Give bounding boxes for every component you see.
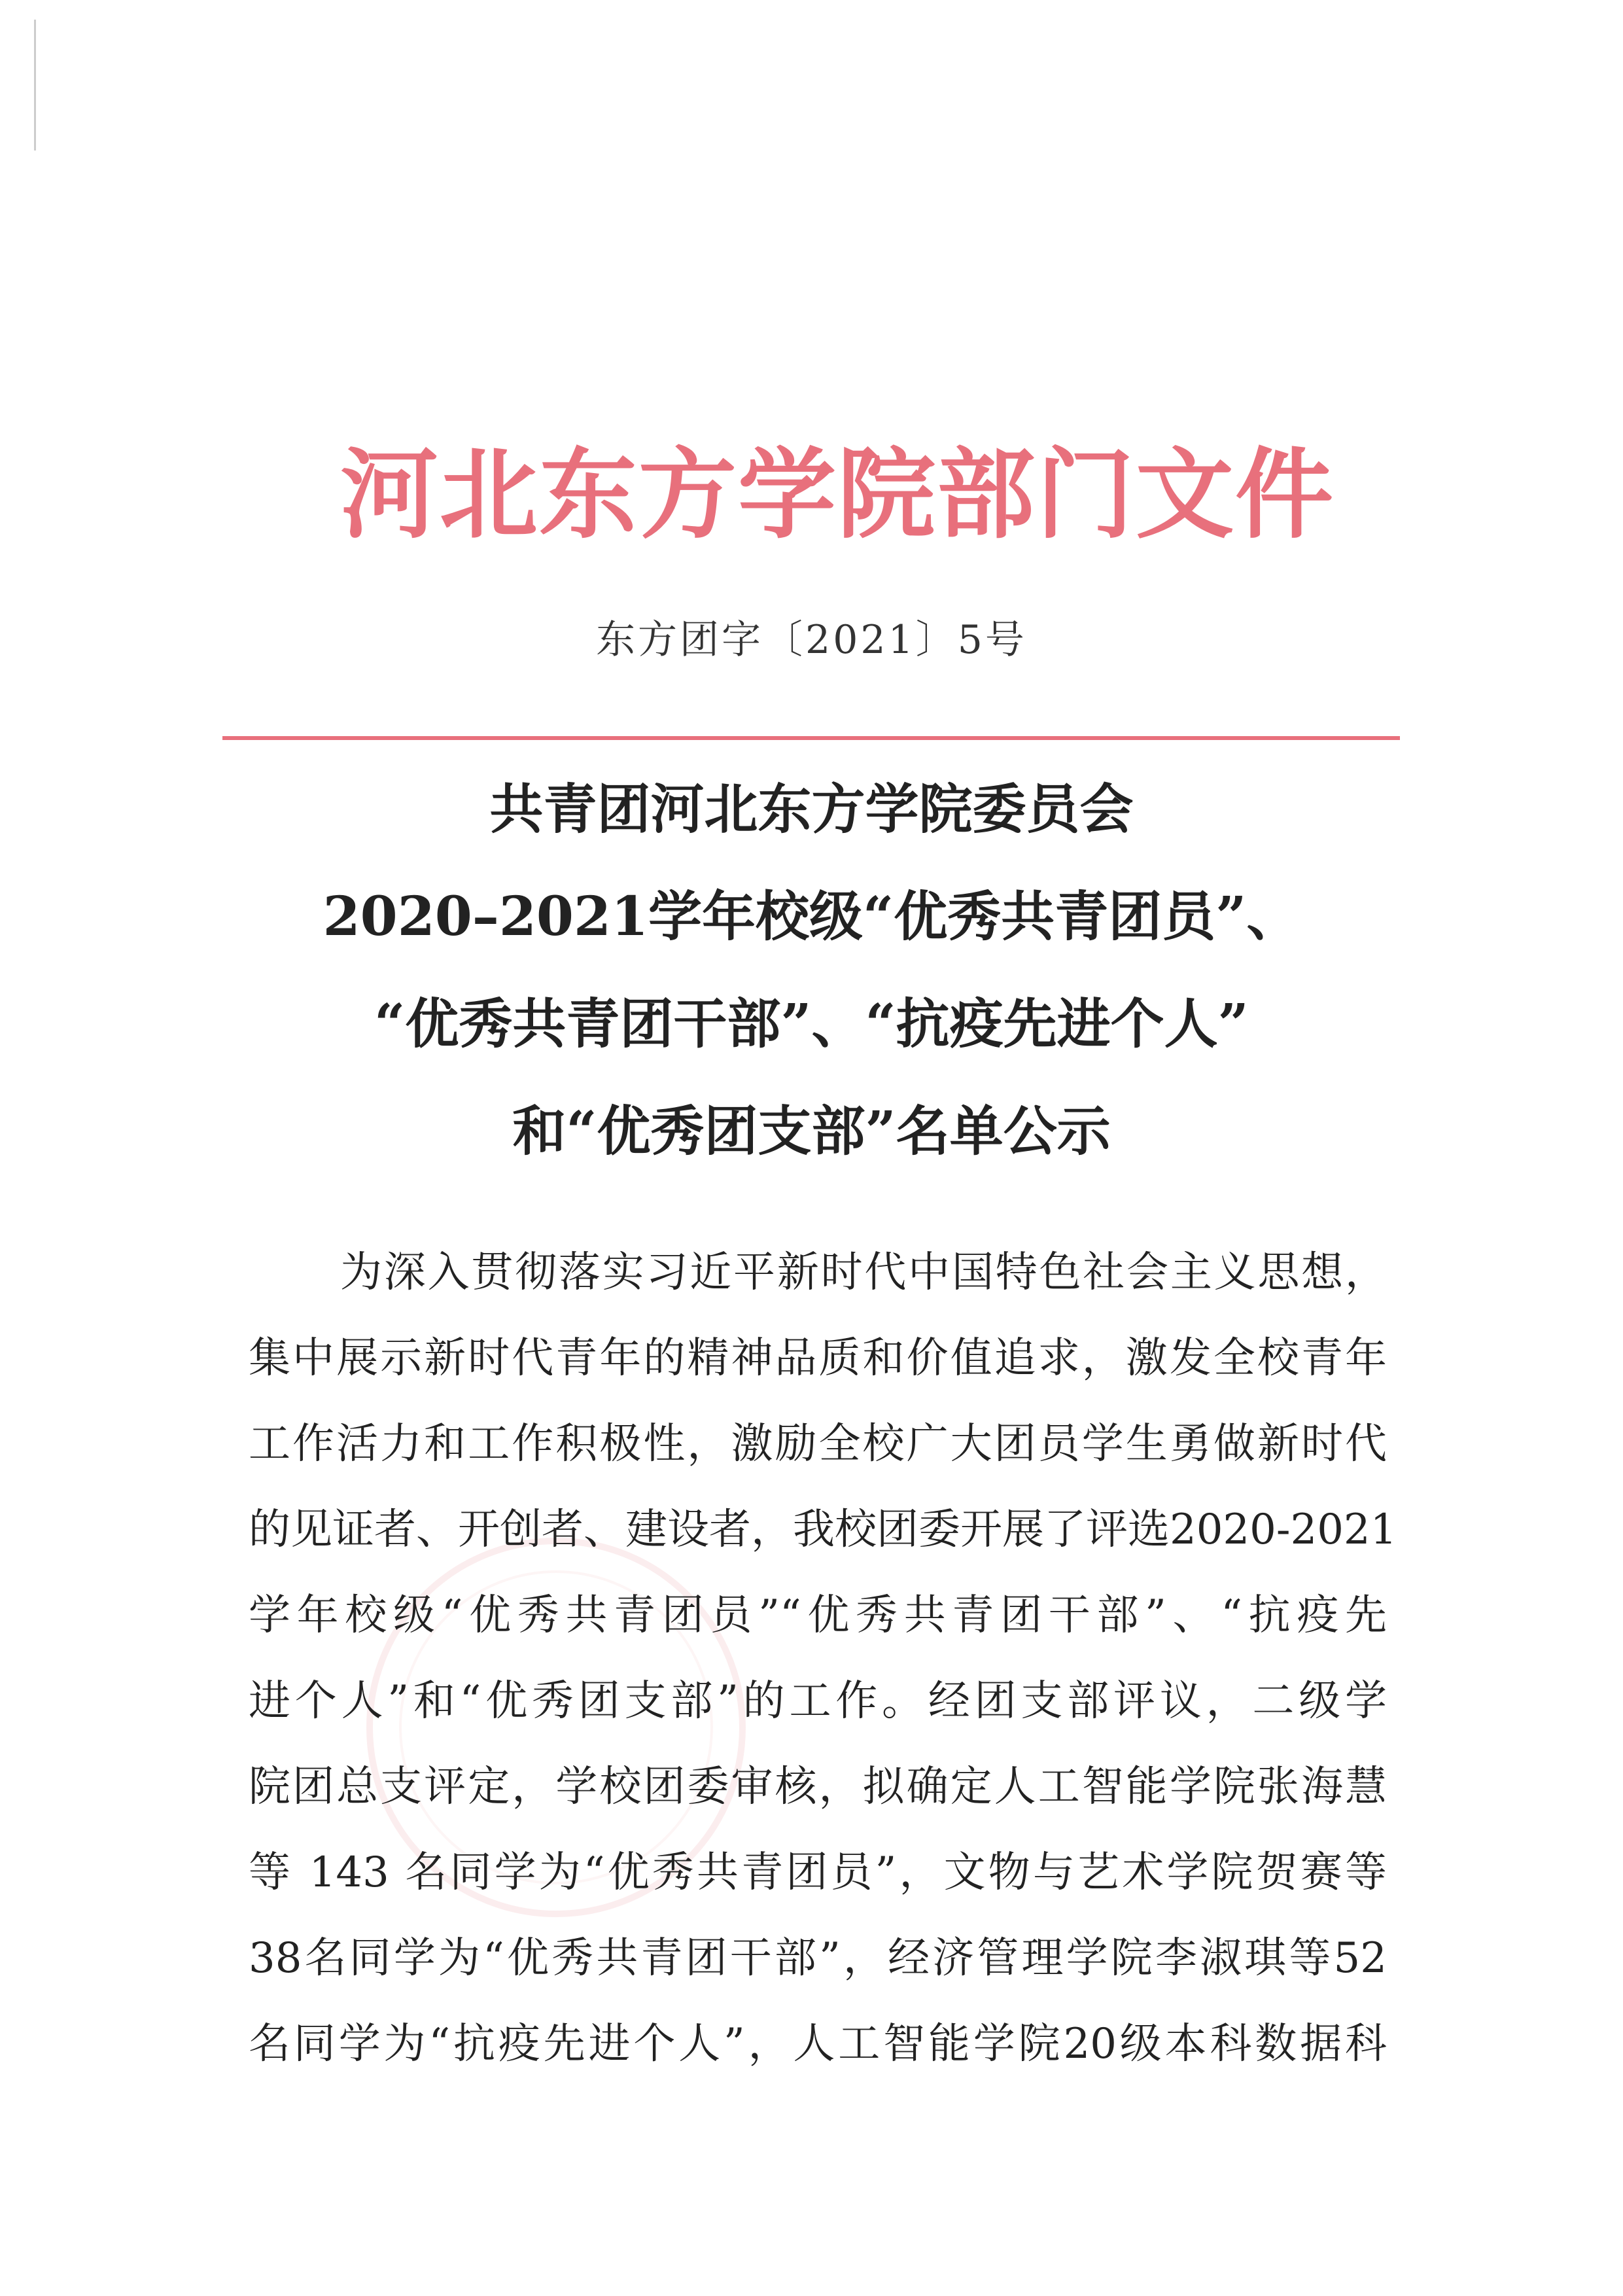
body-line: 等 143 名同学为“优秀共青团员”，文物与艺术学院贺赛等 (249, 1848, 1387, 1897)
body-line: 院团总支评定，学校团委审核，拟确定人工智能学院张海慧 (249, 1763, 1387, 1811)
scan-edge-mark (34, 20, 36, 150)
letterhead-title: 河北东方学院部门文件 (340, 437, 1335, 552)
red-divider-line (222, 736, 1400, 740)
body-line: 工作活力和工作积极性，激励全校广大团员学生勇做新时代 (249, 1420, 1387, 1468)
body-line: 38名同学为“优秀共青团干部”，经济管理学院李淑琪等52 (249, 1934, 1387, 1983)
body-line: 为深入贯彻落实习近平新时代中国特色社会主义思想， (340, 1248, 1387, 1297)
body-line: 集中展示新时代青年的精神品质和价值追求，激发全校青年 (249, 1334, 1387, 1383)
body-line: 名同学为“抗疫先进个人”，人工智能学院20级本科数据科 (249, 2020, 1387, 2068)
notice-title-line: “优秀共青团干部”、“抗疫先进个人” (374, 993, 1249, 1055)
body-line: 的见证者、开创者、建设者，我校团委开展了评选2020-2021 (249, 1506, 1397, 1554)
body-paragraph (249, 1230, 1397, 2087)
body-line: 进个人”和“优秀团支部”的工作。经团支部评议，二级学 (249, 1677, 1387, 1725)
notice-title (0, 756, 1623, 1185)
notice-title-line: 共青团河北东方学院委员会 (489, 778, 1134, 841)
notice-title-line: 和“优秀团支部”名单公示 (512, 1100, 1111, 1163)
notice-title-line: 2020–2021学年校级“优秀共青团员”、 (323, 885, 1300, 948)
document-number: 东方团字〔2021〕5号 (596, 617, 1027, 663)
body-line: 学年校级“优秀共青团员”“优秀共青团干部”、“抗疫先 (249, 1591, 1387, 1640)
